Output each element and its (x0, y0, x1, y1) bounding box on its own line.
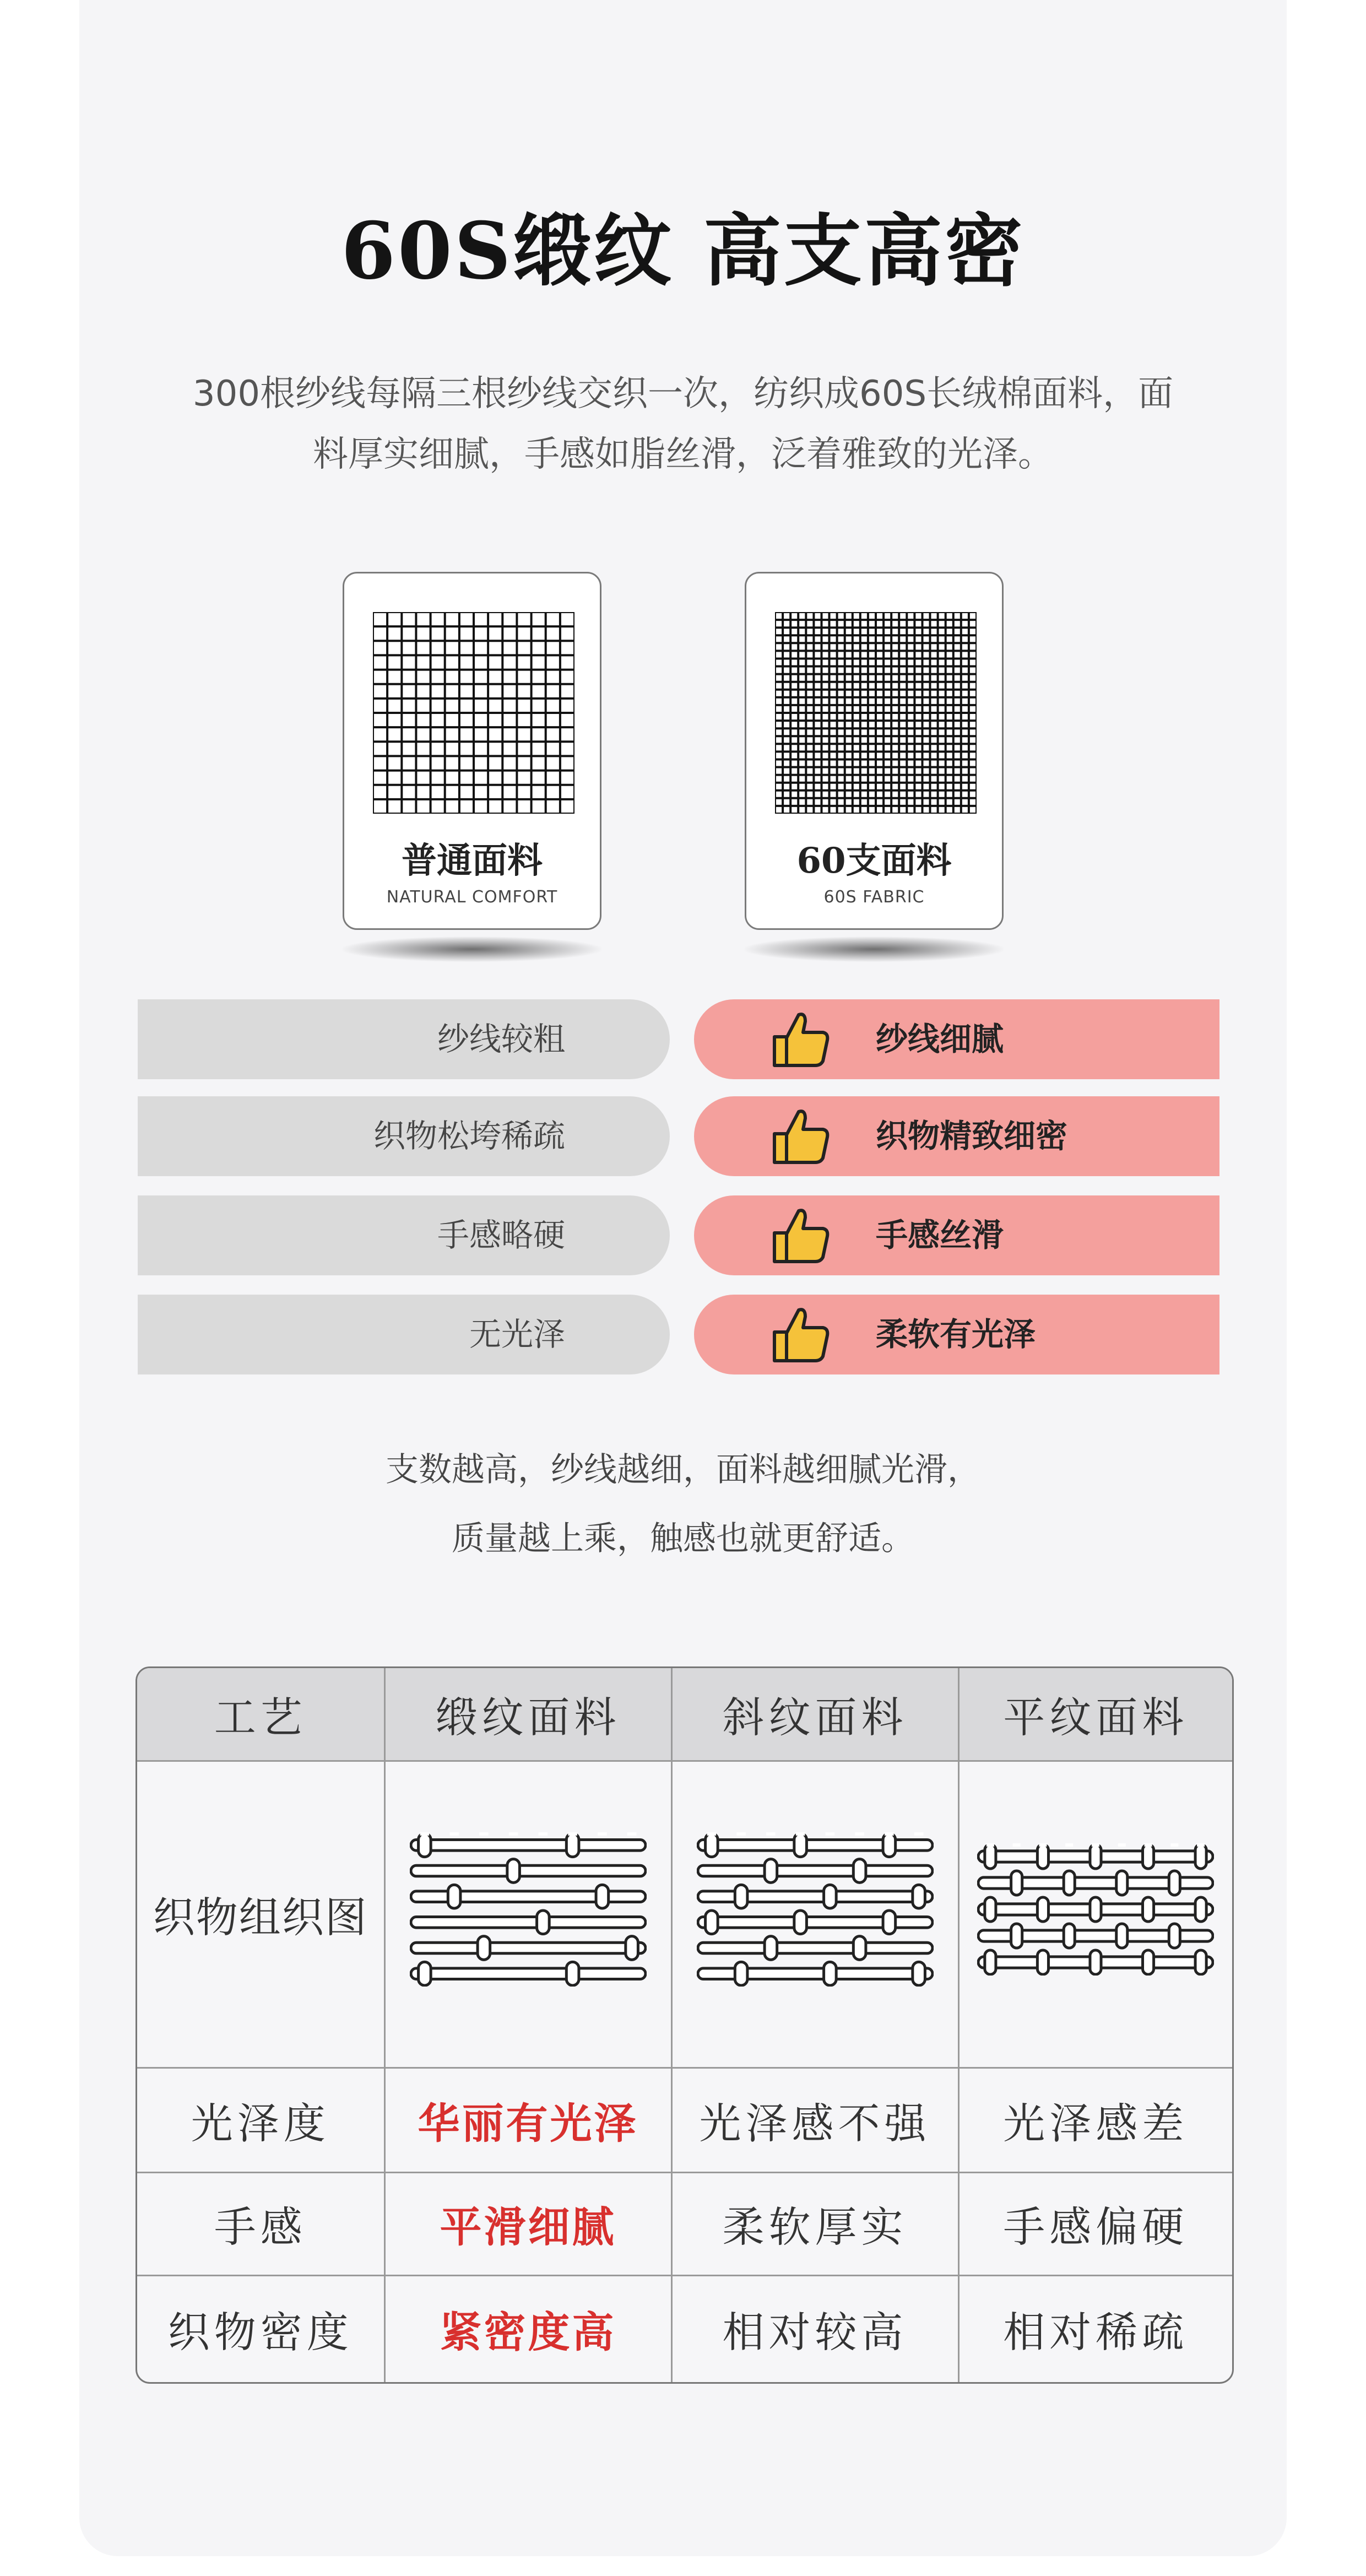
row-label: 织物组织图 (137, 1761, 384, 2068)
table-cell: 光泽感差 (958, 2068, 1232, 2173)
table-header: 工艺 (137, 1668, 384, 1761)
satin-weave-icon (410, 1832, 647, 1987)
comparison-60s-item (694, 1195, 1219, 1275)
comparison-60s-label: 纱线细腻 (876, 1020, 1004, 1058)
note-line-2: 质量越上乘，触感也就更舒适。 (452, 1519, 914, 1558)
intro-line-1: 300根纱线每隔三根纱线交织一次，纺织成60S长绒棉面料，面 (192, 374, 1174, 414)
weave-comparison-table (135, 1666, 1234, 2384)
table-row (137, 1761, 1232, 2068)
comparison-normal-item (138, 1195, 670, 1275)
satin-weave-diagram (384, 1761, 671, 2068)
row-label: 织物密度 (137, 2275, 384, 2382)
table-row (137, 2275, 1232, 2382)
page-title: 60S缎纹 高支高密 (341, 205, 1025, 297)
card-shadow (343, 937, 601, 962)
coarse-grid-icon (373, 612, 574, 814)
twill-weave-icon (697, 1832, 934, 1987)
comparison-60s-label: 织物精致细密 (876, 1117, 1068, 1155)
table-header: 平纹面料 (958, 1668, 1232, 1761)
card-title: 60支面料 (796, 840, 952, 881)
table-cell: 相对稀疏 (958, 2275, 1232, 2382)
note-line-1: 支数越高，纱线越细，面料越细腻光滑， (386, 1451, 980, 1489)
card-shadow (745, 937, 1004, 962)
table-cell: 华丽有光泽 (384, 2068, 671, 2173)
table-cell: 柔软厚实 (671, 2173, 958, 2276)
plain-weave-icon (977, 1843, 1214, 1976)
thumbs-up-icon (770, 1206, 831, 1294)
comparison-60s-item (694, 1096, 1219, 1176)
table-header: 斜纹面料 (671, 1668, 958, 1761)
card-subtitle: NATURAL COMFORT (386, 887, 558, 907)
table-header: 缎纹面料 (384, 1668, 671, 1761)
thumbs-up-icon (770, 1010, 831, 1098)
card-60s-fabric (745, 572, 1004, 930)
thumbs-up-icon (770, 1107, 831, 1195)
table-cell: 紧密度高 (384, 2275, 671, 2382)
plain-weave-diagram (958, 1761, 1232, 2068)
card-title: 普通面料 (402, 840, 543, 881)
comparison-60s-item (694, 999, 1219, 1079)
comparison-normal-item (138, 999, 670, 1079)
row-label: 光泽度 (137, 2068, 384, 2173)
twill-weave-diagram (671, 1761, 958, 2068)
table-cell: 平滑细腻 (384, 2173, 671, 2276)
card-normal-fabric (343, 572, 601, 930)
thumbs-up-icon (770, 1306, 831, 1393)
table-row (137, 2173, 1232, 2276)
comparison-normal-label: 无光泽 (469, 1316, 565, 1353)
comparison-normal-item (138, 1096, 670, 1176)
comparison-normal-label: 织物松垮稀疏 (373, 1117, 565, 1155)
table-cell: 手感偏硬 (958, 2173, 1232, 2276)
card-subtitle: 60S FABRIC (823, 887, 925, 907)
comparison-60s-label: 柔软有光泽 (876, 1316, 1036, 1353)
comparison-normal-item (138, 1295, 670, 1374)
intro-line-2: 料厚实细腻，手感如脂丝滑，泛着雅致的光泽。 (313, 434, 1053, 475)
fine-grid-icon (775, 612, 977, 814)
table-cell: 相对较高 (671, 2275, 958, 2382)
row-label: 手感 (137, 2173, 384, 2276)
comparison-60s-label: 手感丝滑 (876, 1216, 1004, 1254)
table-cell: 光泽感不强 (671, 2068, 958, 2173)
comparison-normal-label: 纱线较粗 (437, 1020, 565, 1058)
table-row (137, 2068, 1232, 2173)
comparison-60s-item (694, 1295, 1219, 1374)
comparison-normal-label: 手感略硬 (437, 1216, 565, 1254)
intro-description (160, 364, 1206, 485)
